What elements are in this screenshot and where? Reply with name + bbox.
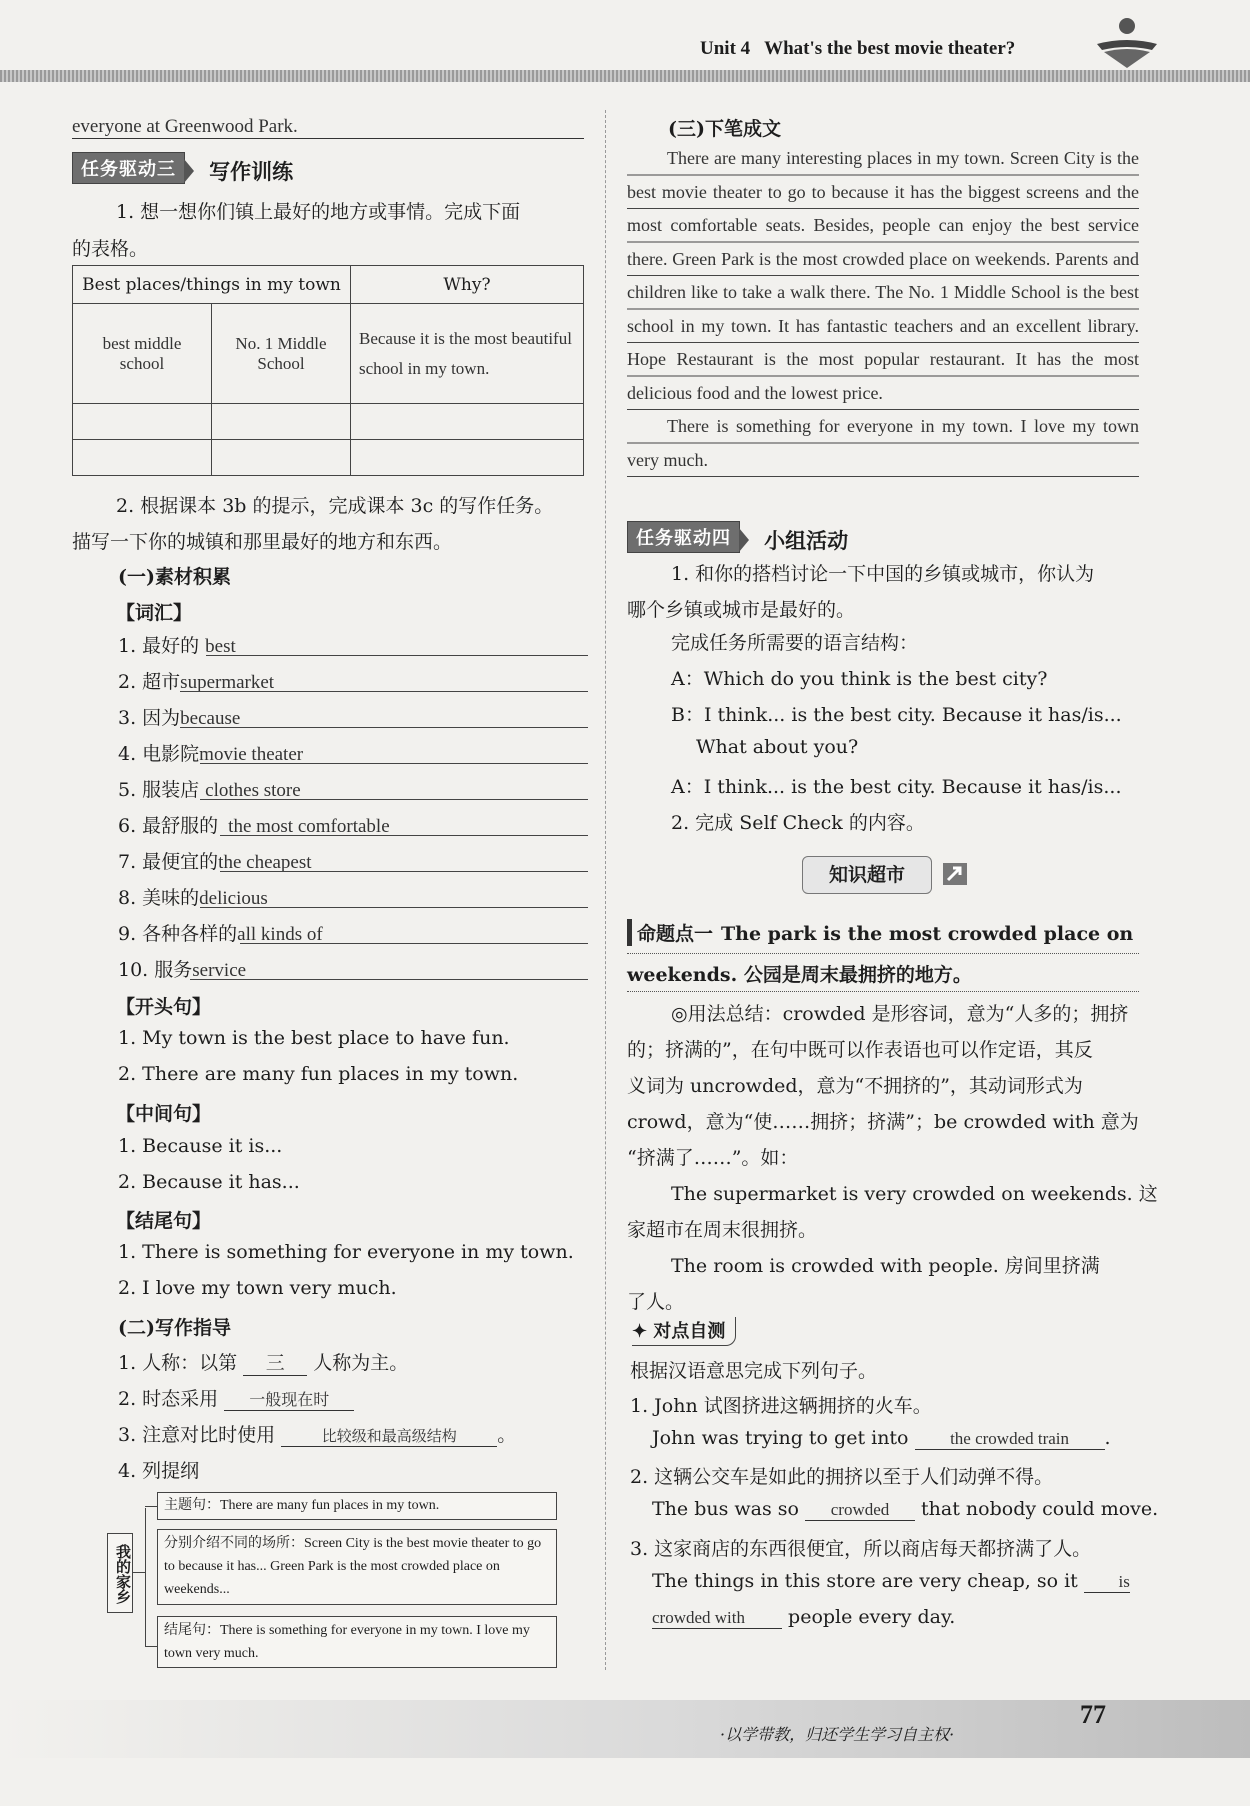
table-cell-empty[interactable] bbox=[73, 440, 212, 476]
outline-connector bbox=[145, 1646, 157, 1647]
activity2-text: 2. 完成 Self Check 的内容。 bbox=[671, 812, 925, 834]
middle-heading: 【中间句】 bbox=[116, 1103, 212, 1125]
ending-sentence: 1. There is something for everyone in my town. bbox=[118, 1241, 574, 1263]
vocab-item: 7. 最便宜的the cheapest bbox=[118, 847, 588, 883]
task3-title: 写作训练 bbox=[209, 158, 294, 184]
knowledge-market-badge: 知识超市 bbox=[802, 856, 932, 894]
answer-q2[interactable]: crowded bbox=[805, 1500, 915, 1521]
table-cell: best middle school bbox=[73, 304, 212, 404]
selftest-q2: The bus was so crowded that nobody could move. bbox=[652, 1498, 1159, 1520]
selftest-q2-cn: 2. 这辆公交车是如此的拥挤以至于人们动弹不得。 bbox=[630, 1466, 1054, 1488]
book-logo-icon bbox=[1092, 14, 1162, 70]
footer-motto: ·以学带教，归还学生学习自主权· bbox=[720, 1725, 955, 1744]
vocab-item: 10. 服务service bbox=[118, 955, 588, 991]
answer-q3-part2[interactable]: crowded with bbox=[652, 1608, 782, 1629]
point1-line1 bbox=[627, 919, 1133, 946]
table-cell: No. 1 Middle School bbox=[212, 304, 351, 404]
essay-paragraph: There are many interesting places in my town. Screen City is the best movie theater to go to because it has the biggest screens and the most comfortable seats. Besides, people can enjoy the best service there. Green Park is the most crowded place on weekends. Parents and children like to take a walk there. The No. 1 Middle School is the best school in my town. It has fantastic teachers and an excellent library. Hope Restaurant is the most popular restaurant. It has the most delicious food and the lowest price. bbox=[627, 142, 1139, 410]
answer-q1[interactable]: the crowded train bbox=[915, 1429, 1105, 1450]
point1-line2: weekends. 公园是周末最拥挤的地方。 bbox=[627, 964, 972, 986]
unit-label: Unit 4 bbox=[700, 38, 751, 59]
dotted-rule bbox=[627, 953, 1139, 954]
point1-en: The park is the most crowded place on bbox=[721, 923, 1134, 945]
selftest-q3-cn: 3. 这家商店的东西很便宜，所以商店每天都挤满了人。 bbox=[630, 1538, 1092, 1560]
vocab-heading: 【词汇】 bbox=[116, 602, 193, 624]
essay-paragraph: There is something for everyone in my town. I love my town very much. bbox=[627, 410, 1139, 477]
outline-side-label: 我的家乡 bbox=[107, 1533, 133, 1613]
vocab-item: 1. 最好的 best bbox=[118, 631, 588, 667]
q2-text: 2. 根据课本 3b 的提示，完成课本 3c 的写作任务。 描写一下你的城镇和那里最好的地方和东西。 bbox=[72, 495, 554, 553]
vocab-item: 5. 服装店 clothes store bbox=[118, 775, 588, 811]
middle-sentence: 1. Because it is... bbox=[118, 1135, 283, 1157]
dialogue-line: B：I think... is the best city. Because it has/is... bbox=[671, 704, 1122, 726]
task4-arrow-icon bbox=[739, 528, 749, 552]
guide-person: 1. 人称：以第 三 人称为主。 bbox=[118, 1348, 408, 1376]
outline-connector bbox=[133, 1572, 145, 1573]
selftest-q3-cont: crowded with people every day. bbox=[652, 1606, 956, 1628]
vocab-item: 3. 因为because bbox=[118, 703, 588, 739]
task3-header bbox=[72, 152, 293, 186]
task3-badge: 任务驱动三 bbox=[72, 152, 185, 184]
middle-sentence: 2. Because it has... bbox=[118, 1171, 300, 1193]
carry-over-line: everyone at Greenwood Park. bbox=[72, 116, 584, 139]
selftest-instruction: 根据汉语意思完成下列句子。 bbox=[630, 1360, 878, 1382]
answer-tense: 一般现在时 bbox=[224, 1387, 354, 1411]
vocab-item: 6. 最舒服的 the most comfortable bbox=[118, 811, 588, 847]
opening-sentence: 1. My town is the best place to have fun. bbox=[118, 1027, 510, 1049]
essay-heading: (三)下笔成文 bbox=[668, 118, 781, 140]
header-title bbox=[700, 38, 1015, 60]
ending-heading: 【结尾句】 bbox=[116, 1210, 212, 1232]
outline-connector bbox=[145, 1506, 157, 1507]
dialogue-line: A：I think... is the best city. Because it has/is... bbox=[671, 776, 1122, 798]
opening-sentence: 2. There are many fun places in my town. bbox=[118, 1063, 519, 1085]
outline-topic: 主题句：There are many fun places in my town. bbox=[157, 1492, 557, 1520]
table-cell-empty[interactable] bbox=[212, 440, 351, 476]
places-table bbox=[72, 265, 584, 476]
selftest-q1-cn: 1. John 试图挤进这辆拥挤的火车。 bbox=[630, 1395, 932, 1417]
usage-summary: ◎用法总结：crowded 是形容词，意为“人多的；拥挤 的；挤满的”，在句中既可以作表语也可以作定语，其反 义词为 uncrowded，意为“不拥挤的”，其动词形式为 crowd，意为“使……拥挤；挤满”；be crowded with 意为 “挤满了……”。如： bbox=[627, 1003, 1139, 1169]
point1-label: 命题点一 bbox=[627, 919, 713, 946]
opening-heading: 【开头句】 bbox=[116, 996, 212, 1018]
guide-heading: (二)写作指导 bbox=[118, 1317, 231, 1339]
task3-arrow-icon bbox=[184, 159, 194, 183]
selftest-q1: John was trying to get into the crowded train . bbox=[652, 1427, 1111, 1449]
task4-header bbox=[627, 521, 848, 555]
table-cell-empty[interactable] bbox=[351, 404, 584, 440]
header-bar bbox=[0, 70, 1250, 82]
q1-text: 1. 想一想你们镇上最好的地方或事情。完成下面 的表格。 bbox=[72, 201, 521, 260]
col-header-places: Best places/things in my town bbox=[73, 266, 351, 304]
table-cell-empty[interactable] bbox=[351, 440, 584, 476]
footer-bar bbox=[0, 1700, 1250, 1758]
activity-lang: 完成任务所需要的语言结构： bbox=[671, 632, 919, 654]
selftest-q3: The things in this store are very cheap, so it is bbox=[652, 1570, 1130, 1592]
vocab-item: 4. 电影院movie theater bbox=[118, 739, 588, 775]
guide-tense: 2. 时态采用 一般现在时 bbox=[118, 1384, 354, 1411]
table-cell-empty[interactable] bbox=[212, 404, 351, 440]
answer-person: 三 bbox=[243, 1348, 307, 1376]
task4-badge: 任务驱动四 bbox=[627, 521, 740, 553]
task4-title: 小组活动 bbox=[764, 527, 849, 553]
outline-body: 分别介绍不同的场所：Screen City is the best movie theater to go to because it has... Green Park is the most crowded place on weekends... bbox=[157, 1529, 557, 1605]
answer-q3-part1[interactable]: is bbox=[1084, 1572, 1130, 1593]
ending-sentence: 2. I love my town very much. bbox=[118, 1277, 397, 1299]
answer-comparison: 比较级和最高级结构 bbox=[281, 1425, 497, 1447]
material-heading: (一)素材积累 bbox=[118, 566, 231, 588]
col-header-why: Why? bbox=[351, 266, 584, 304]
outline-end: 结尾句：There is something for everyone in my town. I love my town very much. bbox=[157, 1616, 557, 1668]
dotted-rule bbox=[627, 991, 1139, 992]
table-cell: Because it is the most beautiful school in my town. bbox=[351, 304, 584, 404]
unit-title: What's the best movie theater? bbox=[764, 38, 1016, 59]
diamond-icon: ✦ bbox=[632, 1321, 648, 1342]
arrow-out-icon bbox=[942, 862, 968, 886]
vocab-item: 8. 美味的delicious bbox=[118, 883, 588, 919]
usage-examples: The supermarket is very crowded on weekends. 这 家超市在周末很拥挤。 The room is crowded with people. 房间里挤满 了人。 bbox=[627, 1183, 1158, 1313]
guide-comparison: 3. 注意对比时使用 比较级和最高级结构 。 bbox=[118, 1424, 517, 1446]
activity1-text: 1. 和你的搭档讨论一下中国的乡镇或城市，你认为 哪个乡镇或城市是最好的。 bbox=[627, 563, 1095, 621]
column-divider bbox=[605, 110, 606, 1670]
outline-bracket bbox=[145, 1508, 146, 1646]
guide-outline: 4. 列提纲 bbox=[118, 1460, 200, 1482]
dialogue-line: What about you? bbox=[696, 736, 859, 758]
page-number: 77 bbox=[1080, 1700, 1106, 1729]
self-test-heading: ✦ 对点自测 bbox=[632, 1317, 736, 1346]
dialogue-line: A：Which do you think is the best city? bbox=[671, 668, 1048, 690]
vocab-item: 9. 各种各样的all kinds of bbox=[118, 919, 588, 955]
table-cell-empty[interactable] bbox=[73, 404, 212, 440]
vocab-item: 2. 超市supermarket bbox=[118, 667, 588, 703]
vocab-list bbox=[118, 631, 588, 991]
model-essay bbox=[627, 142, 1139, 477]
